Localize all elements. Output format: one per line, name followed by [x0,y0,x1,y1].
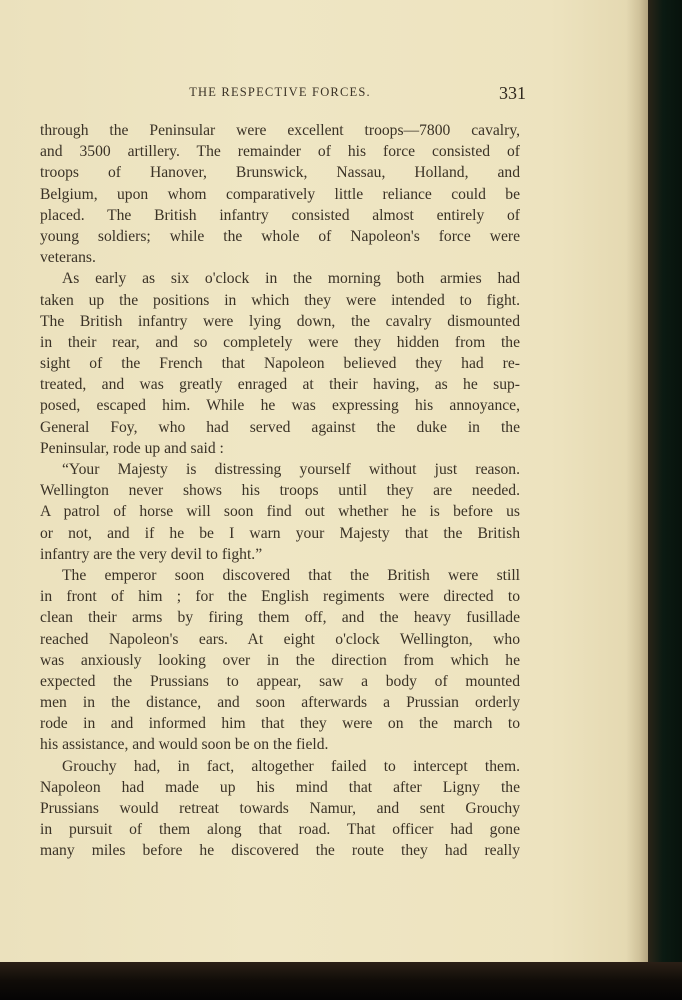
text-line: young soldiers; while the whole of Napoleon's force were [40,227,520,245]
text-line: Peninsular, rode up and said : [40,439,224,457]
text-line: or not, and if he be I warn your Majesty that the British [40,524,520,542]
text-line: General Foy, who had served against the duke in the [40,418,520,436]
text-line: Grouchy had, in fact, altogether failed to intercept them. [62,757,520,775]
text-line: As early as six o'clock in the morning both armies had [62,270,520,288]
text-line: taken up the positions in which they were intended to fight. [40,291,520,309]
text-line: many miles before he discovered the route they had really [40,842,520,860]
text-line: in pursuit of them along that road. That officer had gone [40,821,520,839]
text-line: through the Peninsular were excellent troops—7800 cavalry, [40,122,520,139]
text-line: reached Napoleon's ears. At eight o'clock Wellington, who [40,630,520,648]
text-line: Belgium, upon whom comparatively little reliance could be [40,185,520,203]
text-line: troops of Hanover, Brunswick, Nassau, Holland, and [40,164,520,182]
text-line: The emperor soon discovered that the British were still [62,566,520,584]
text-line: veterans. [40,249,96,267]
body-text [40,120,520,862]
text-line: Napoleon had made up his mind that after Ligny the [40,778,520,796]
text-line: A patrol of horse will soon find out whether he is before us [40,503,520,521]
text-line: and 3500 artillery. The remainder of his force consisted of [40,143,520,161]
scan-bottom-border [0,962,682,1000]
text-line: “Your Majesty is distressing yourself without just reason. [62,461,520,478]
text-line: posed, escaped him. While he was expressing his annoyance, [40,397,520,415]
text-line: clean their arms by firing them off, and the heavy fusillade [40,609,520,627]
text-line: The British infantry were lying down, the cavalry dismounted [40,312,520,330]
text-line: in their rear, and so completely were they hidden from the [40,333,520,351]
text-line: Wellington never shows his troops until they are needed. [40,482,520,500]
text-line: placed. The British infantry consisted almost entirely of [40,206,520,224]
page-header [38,83,526,105]
text-line: in front of him ; for the English regiments were directed to [40,588,520,606]
text-line: was anxiously looking over in the direction from which he [40,651,520,669]
text-line: expected the Prussians to appear, saw a body of mounted [40,672,520,690]
text-line: men in the distance, and soon afterwards a Prussian orderly [40,694,520,712]
page-edge-shadow [626,0,648,962]
text-line: sight of the French that Napoleon believed they had re- [40,355,520,373]
text-line: Prussians would retreat towards Namur, and sent Grouchy [40,800,520,817]
text-line: treated, and was greatly enraged at their having, as he sup- [40,376,520,394]
text-line: rode in and informed him that they were on the march to [40,715,520,733]
page-number: 331 [499,83,526,103]
running-head: THE RESPECTIVE FORCES. [189,85,371,99]
book-spine-background [648,0,682,1000]
text-line: infantry are the very devil to fight.” [40,545,263,563]
text-line: his assistance, and would soon be on the field. [40,736,329,754]
